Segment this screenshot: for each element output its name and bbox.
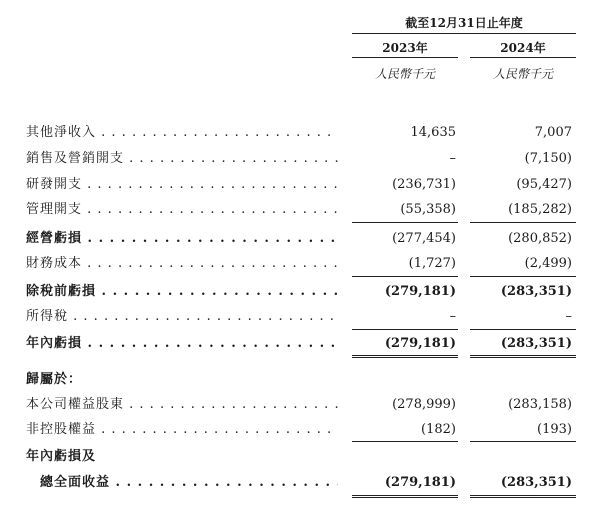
value-2024: (2,499) [524, 256, 572, 271]
value-2024: 7,007 [534, 125, 572, 140]
table-row [0, 333, 600, 355]
value-2023: (1,727) [408, 256, 456, 271]
row-label: 年內虧損 . . . [26, 333, 338, 355]
subtotal-rule-2024 [470, 276, 576, 277]
row-label: 所得稅 . . . [26, 306, 338, 328]
row-label: 年內虧損及 [26, 449, 97, 464]
row-label: 本公司權益股東 . . . [26, 394, 338, 416]
table-row [0, 122, 600, 144]
total-double-rule-2024 [470, 355, 576, 358]
value-2023: – [449, 151, 456, 166]
row-label: 管理開支 . . . [26, 199, 338, 221]
row-label: 財務成本 . . . [26, 253, 338, 275]
value-2023: (278,999) [392, 397, 456, 412]
row-label: 總全面收益 . . . [40, 472, 338, 494]
table-row [0, 472, 600, 494]
subtotal-rule-2023 [352, 329, 458, 330]
table-row [0, 199, 600, 221]
subtotal-rule-2024 [470, 329, 576, 330]
row-label: 除稅前虧損 . . . [26, 281, 338, 303]
period-underline [352, 33, 576, 34]
year-2024-underline [470, 57, 576, 58]
value-2024: (283,158) [508, 397, 572, 412]
table-row [0, 306, 600, 328]
row-label: 經營虧損 . . . [26, 228, 338, 250]
table-row [0, 281, 600, 303]
value-2023: 14,635 [410, 125, 456, 140]
value-2023: – [449, 309, 456, 324]
year-2023-underline [352, 57, 458, 58]
table-row [0, 419, 600, 441]
value-2024: (193) [537, 422, 572, 437]
table-row [0, 148, 600, 170]
section-heading-row [0, 369, 600, 391]
unit-2023-label: 人民幣千元 [374, 67, 435, 81]
total-double-rule-2024 [470, 495, 576, 498]
row-label: 研發開支 . . . [26, 174, 338, 196]
value-2024: (280,852) [508, 231, 572, 246]
total-double-rule-2023 [352, 355, 458, 358]
value-2024: (7,150) [524, 151, 572, 166]
table-row [0, 446, 600, 468]
row-label: 其他淨收入 . . . [26, 122, 338, 144]
value-2023: (277,454) [392, 231, 456, 246]
value-2023: (279,181) [384, 284, 456, 299]
value-2024: – [565, 309, 572, 324]
subtotal-rule-2023 [352, 276, 458, 277]
subtotal-rule-2023 [352, 441, 458, 442]
unit-2024-label: 人民幣千元 [492, 67, 553, 81]
period-heading: 截至12月31日止年度 [405, 16, 523, 30]
value-2023: (55,358) [400, 202, 456, 217]
value-2023: (182) [421, 422, 456, 437]
subtotal-rule-2024 [470, 222, 576, 223]
year-2024-heading: 2024年 [500, 41, 546, 55]
row-label: 非控股權益 . . . [26, 419, 338, 441]
table-row [0, 253, 600, 275]
value-2024: (283,351) [500, 284, 572, 299]
row-label: 銷售及營銷開支 . . . [26, 148, 338, 170]
year-2023-heading: 2023年 [382, 41, 428, 55]
value-2024: (283,351) [500, 336, 572, 351]
value-2023: (279,181) [384, 475, 456, 490]
table-row [0, 228, 600, 250]
subtotal-rule-2024 [470, 441, 576, 442]
table-row [0, 174, 600, 196]
subtotal-rule-2023 [352, 222, 458, 223]
value-2023: (279,181) [384, 336, 456, 351]
value-2023: (236,731) [392, 177, 456, 192]
table-row [0, 394, 600, 416]
value-2024: (95,427) [516, 177, 572, 192]
section-heading: 歸屬於： [26, 372, 83, 387]
total-double-rule-2023 [352, 495, 458, 498]
value-2024: (185,282) [508, 202, 572, 217]
value-2024: (283,351) [500, 475, 572, 490]
